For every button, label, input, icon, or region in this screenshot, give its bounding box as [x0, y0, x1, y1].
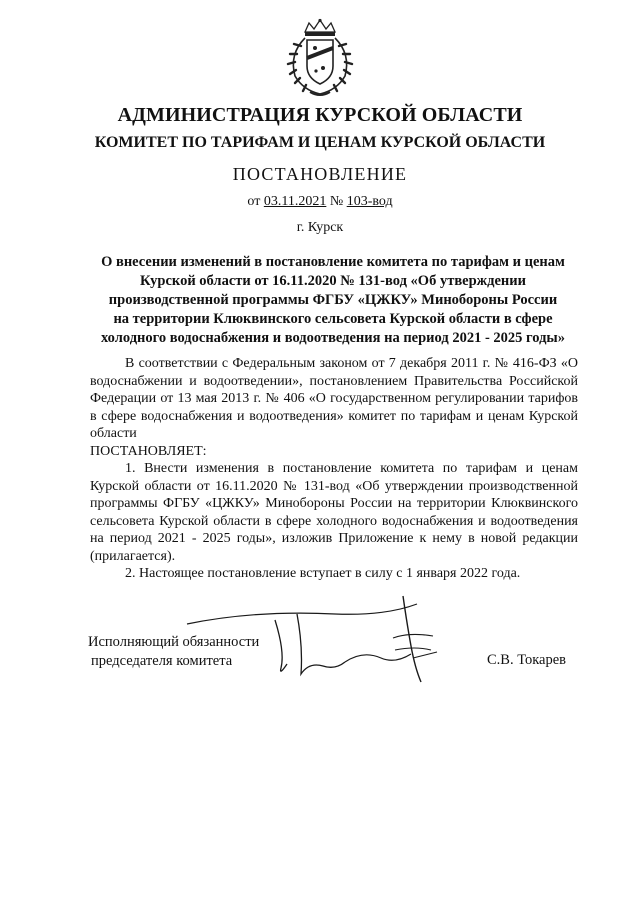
signatory-name: С.В. Токарев [487, 652, 567, 668]
kursk-coat-of-arms-icon [283, 18, 357, 98]
document-reference [0, 194, 640, 210]
document-body [90, 355, 578, 583]
document-type: ПОСТАНОВЛЕНИЕ [232, 164, 408, 184]
subject-line: О внесении изменений в постановление комитета по тарифам и ценам [101, 254, 565, 270]
number-prefix: № [326, 194, 347, 209]
resolves-line: ПОСТАНОВЛЯЕТ: [90, 443, 207, 459]
org-title: АДМИНИСТРАЦИЯ КУРСКОЙ ОБЛАСТИ [117, 104, 523, 126]
subject-line: производственной программы ФГБУ «ЦЖКУ» Минобороны России [108, 292, 558, 308]
position-line: председателя комитета [91, 653, 233, 669]
subject-line: холодного водоснабжения и водоотведения на период 2021 - 2025 годы» [100, 330, 565, 346]
position-line: Исполняющий обязанности [88, 634, 260, 650]
preamble-paragraph: В соответствии с Федеральным законом от 7 декабря 2011 г. № 416-ФЗ «О водоснабжении и водоотведении», постановлением Правительства Российской Федерации от 13 мая 2013 г. № 406 «О государственном регулировании тарифов в сфере водоснабжения и водоотведения» комитет по тарифам и ценам Курской области [90, 356, 578, 441]
document-city: г. Курск [296, 220, 344, 235]
date-prefix: от [247, 194, 264, 209]
item-2-paragraph: 2. Настоящее постановление вступает в силу с 1 января 2022 года. [125, 566, 521, 581]
subject-line: на территории Клюквинского сельсовета Курской области в сфере [113, 311, 553, 327]
signatory-position [88, 633, 259, 671]
committee-title: КОМИТЕТ ПО ТАРИФАМ И ЦЕНАМ КУРСКОЙ ОБЛАСТИ [94, 134, 546, 151]
item-1-paragraph: 1. Внести изменения в постановление комитета по тарифам и ценам Курской области от 16.11.2020 № 131-вод «Об утверждении производственной программы ФГБУ «ЦЖКУ» Минобороны России на территории Клюквинского сельсовета Курской области в сфере холодного водоснабжения и водоотведения на период 2021 - 2025 годы», изложив Приложение к нему в новой редакции (прилагается). [90, 461, 578, 564]
subject-line: Курской области от 16.11.2020 № 131-вод «Об утверждении [140, 273, 526, 289]
document-date: 03.11.2021 [263, 194, 327, 209]
document-subject [88, 253, 578, 348]
document-number: 103-вод [346, 194, 393, 209]
